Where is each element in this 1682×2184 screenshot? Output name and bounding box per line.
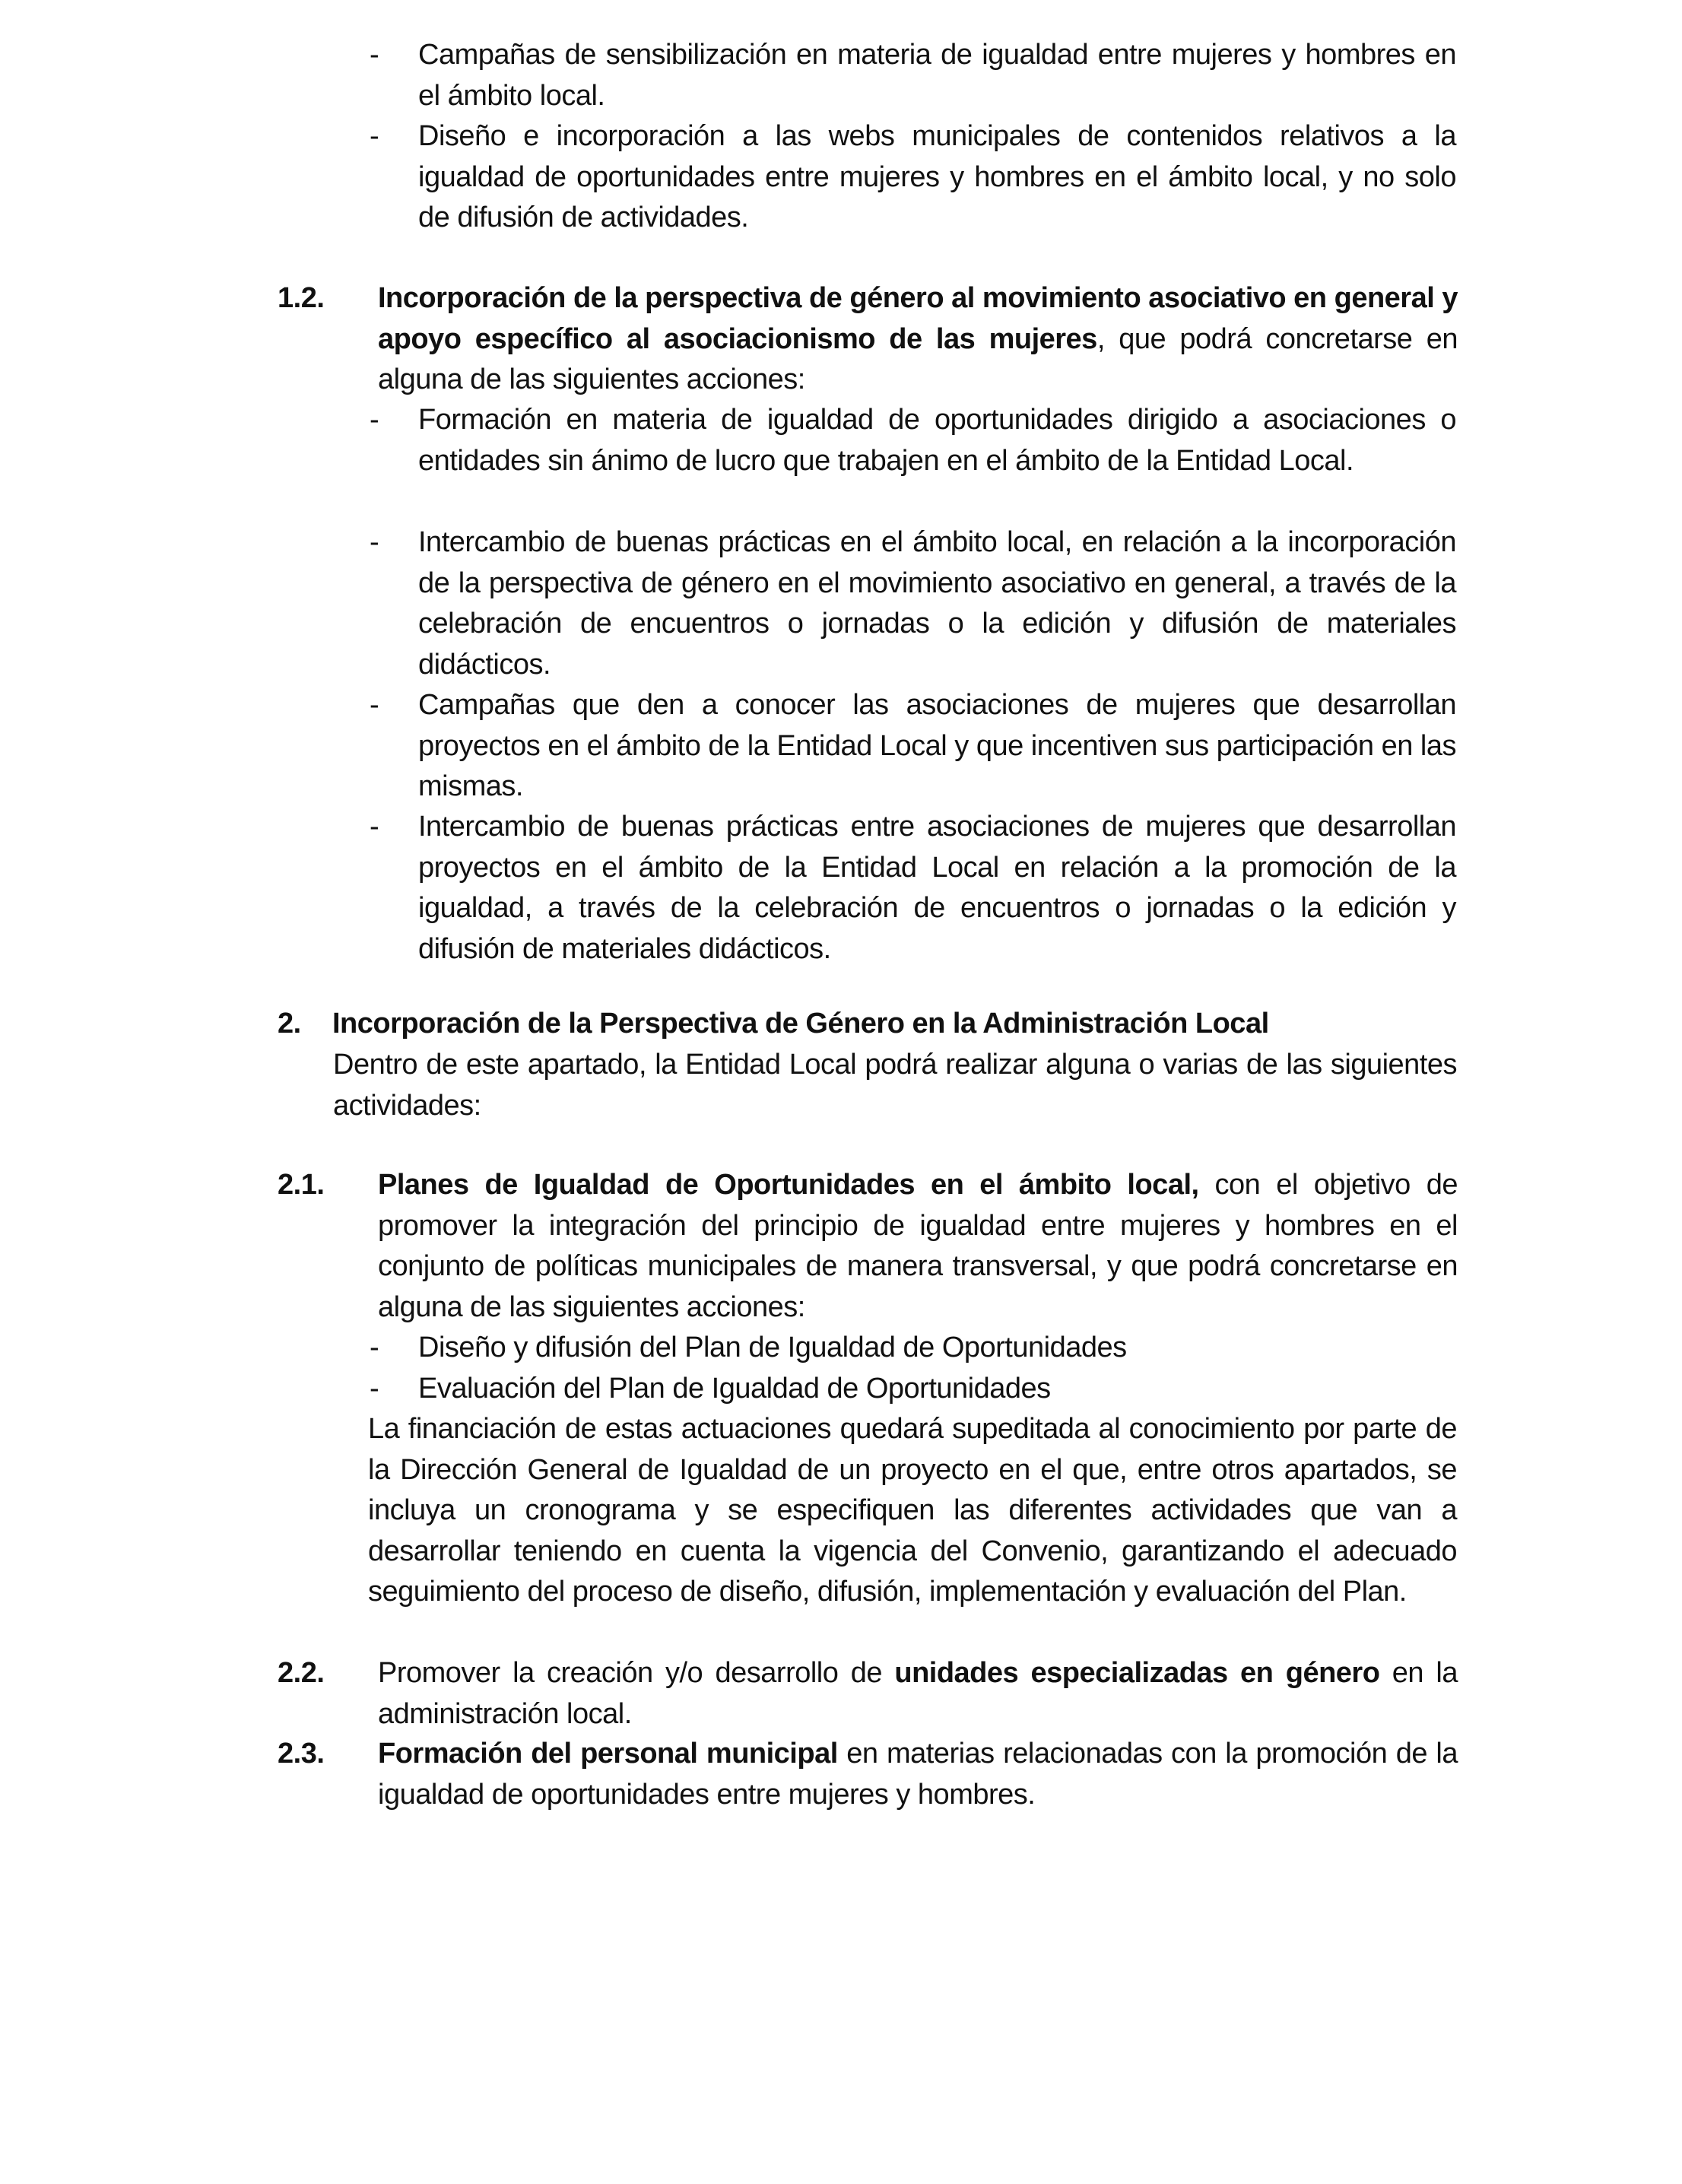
section-2-intro: Dentro de este apartado, la Entidad Local podrá realizar alguna o varias de las siguientes actividades: — [333, 1049, 1457, 1122]
section-body — [378, 1653, 1458, 1735]
section-body — [378, 1734, 1458, 1815]
bullet-dash: - — [370, 689, 379, 721]
section-heading: unidades especializadas en género — [894, 1657, 1380, 1689]
list-item-text: Evaluación del Plan de Igualdad de Oportunidades — [418, 1373, 1051, 1405]
list-item — [370, 116, 1457, 238]
section-number: 1.2. — [278, 282, 325, 314]
section-2-1-note: La financiación de estas actuaciones quedará supeditada al conocimiento por parte de la Dirección General de Igualdad de un proyecto en el que, entre otros apartados, se incluya un cronograma y se especifiquen las diferentes actividades que van a desarrollar teniendo en cuenta la vigencia del Convenio, garantizando el adecuado seguimiento del proceso de diseño, difusión, implementación y evaluación del Plan. — [368, 1413, 1457, 1608]
list-item-text: Diseño y difusión del Plan de Igualdad de Oportunidades — [418, 1332, 1127, 1363]
section-number: 2.3. — [278, 1738, 325, 1770]
section-text: en materias relacionadas con la promoción de la igualdad de oportunidades entre mujeres y hombres. — [378, 1738, 1458, 1811]
list-item-text: Intercambio de buenas prácticas entre asociaciones de mujeres que desarrollan proyectos en el ámbito de la Entidad Local en relación a la promoción de la igualdad, a través de la celebración de encuentros o jornadas o la edición y difusión de materiales didácticos. — [418, 811, 1456, 965]
section-text: en la administración local. — [378, 1657, 1458, 1730]
section-text: Promover la creación y/o desarrollo de — [378, 1657, 895, 1689]
bullet-dash: - — [370, 120, 379, 152]
section-body — [378, 1165, 1458, 1328]
bullet-dash: - — [370, 39, 379, 71]
list-item-text: Campañas de sensibilización en materia de igualdad entre mujeres y hombres en el ámbito local. — [418, 39, 1456, 112]
bullet-dash: - — [370, 526, 379, 558]
section-number: 2.1. — [278, 1169, 325, 1201]
bullet-dash: - — [370, 1373, 379, 1405]
list-item-text: Campañas que den a conocer las asociaciones de mujeres que desarrollan proyectos en el ámbito de la Entidad Local y que incentiven sus participación en las mismas. — [418, 689, 1456, 802]
bullet-dash: - — [370, 404, 379, 436]
list-item — [370, 35, 1457, 116]
section-2-heading — [278, 1004, 1269, 1045]
section-number: 2. — [278, 1008, 301, 1040]
section-text: , que podrá concretarse en alguna de las siguientes acciones: — [378, 322, 1458, 395]
list-item-text: Intercambio de buenas prácticas en el ámbito local, en relación a la incorporación de la perspectiva de género en el movimiento asociativo en general, a través de la celebración de encuentros o jornadas o la edición y difusión de materiales didácticos. — [418, 526, 1456, 681]
section-heading: Planes de Igualdad de Oportunidades en el ámbito local, — [378, 1169, 1199, 1201]
section-body — [378, 278, 1458, 401]
section-text: con el objetivo de promover la integración del principio de igualdad entre mujeres y hombres en el conjunto de políticas municipales de manera transversal, y que podrá concretarse en alguna de las siguientes acciones: — [378, 1169, 1458, 1323]
section-number: 2.2. — [278, 1657, 325, 1689]
list-item-text: Formación en materia de igualdad de oportunidades dirigido a asociaciones o entidades sin ánimo de lucro que trabajen en el ámbito de la Entidad Local. — [418, 404, 1456, 477]
section-title: Incorporación de la Perspectiva de Género en la Administración Local — [332, 1008, 1269, 1040]
bullet-dash: - — [370, 811, 379, 843]
bullet-dash: - — [370, 1332, 379, 1363]
section-heading: Incorporación de la perspectiva de género al movimiento asociativo en general y apoyo específico al asociacionismo de las mujeres — [378, 282, 1458, 355]
list-item-text: Diseño e incorporación a las webs municipales de contenidos relativos a la igualdad de oportunidades entre mujeres y hombres en el ámbito local, y no solo de difusión de actividades. — [418, 120, 1456, 233]
section-heading: Formación del personal municipal — [378, 1738, 838, 1770]
